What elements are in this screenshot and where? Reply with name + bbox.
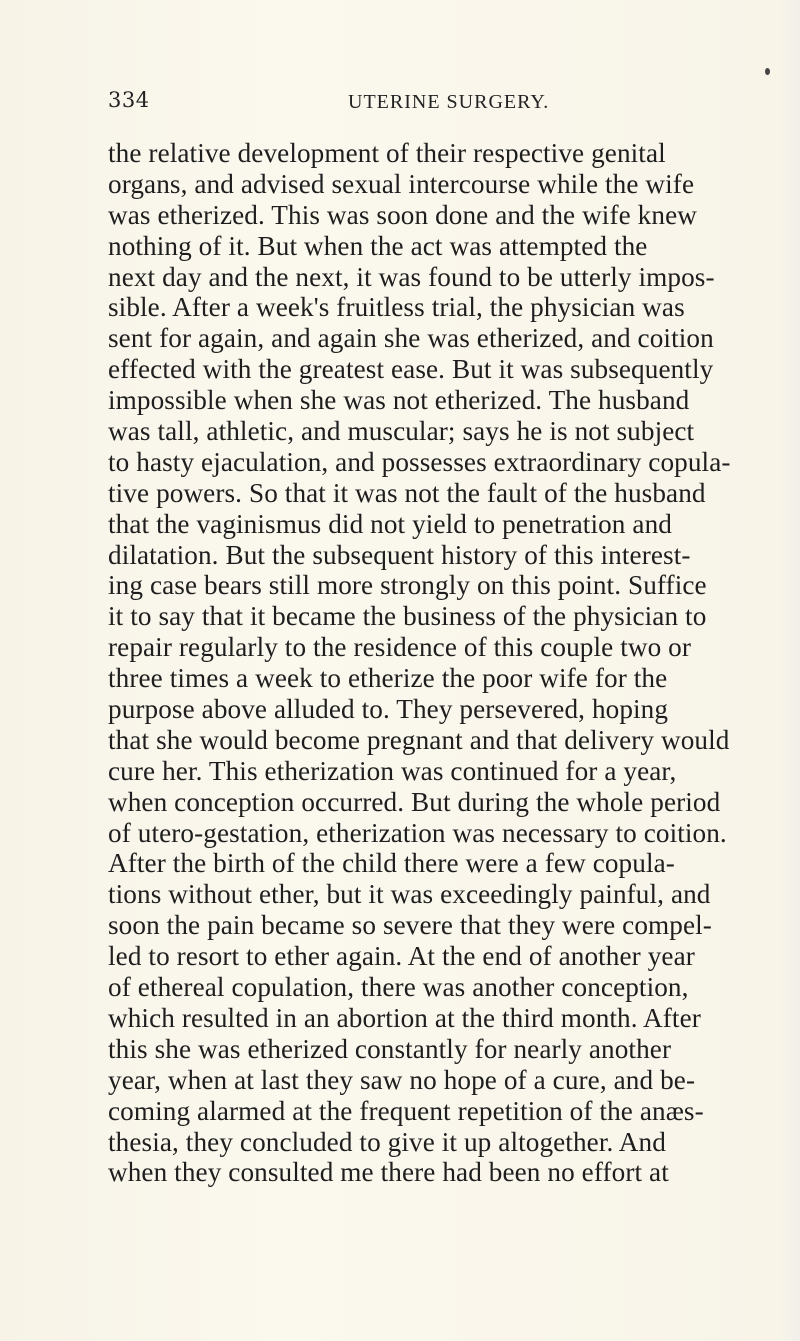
- text-line: that she would become pregnant and that delivery would: [108, 724, 730, 755]
- text-line: purpose above alluded to. They persevered, hoping: [108, 694, 669, 725]
- text-line: sible. After a week's fruitless trial, the physician was: [108, 292, 685, 323]
- text-line: dilatation. But the subsequent history of this interest-: [108, 539, 691, 570]
- text-line: tive powers. So that it was not the fault of the husband: [108, 477, 706, 508]
- text-line: effected with the greatest ease. But it was subsequently: [108, 354, 714, 385]
- text-line: was etherized. This was soon done and the wife knew: [108, 199, 697, 230]
- text-line: of ethereal copulation, there was another conception,: [108, 972, 689, 1003]
- text-line: that the vaginismus did not yield to penetration and: [108, 508, 672, 539]
- text-line: when conception occurred. But during the whole period: [108, 786, 721, 817]
- text-line: tions without ether, but it was exceedingly painful, and: [108, 879, 711, 910]
- text-line: cure her. This etherization was continued for a year,: [108, 755, 677, 786]
- text-line: thesia, they concluded to give it up altogether. And: [108, 1126, 666, 1157]
- text-line: when they consulted me there had been no effort at: [108, 1157, 669, 1188]
- text-line: which resulted in an abortion at the third month. After: [108, 1002, 701, 1033]
- text-line: this she was etherized constantly for nearly another: [108, 1033, 672, 1064]
- text-line: next day and the next, it was found to be utterly impos-: [108, 261, 715, 292]
- text-line: nothing of it. But when the act was attempted the: [108, 230, 648, 261]
- text-line: of utero-gestation, etherization was necessary to coition.: [108, 817, 727, 848]
- page-header: [108, 88, 728, 118]
- text-line: soon the pain became so severe that they were compel-: [108, 910, 712, 941]
- text-line: organs, and advised sexual intercourse while the wife: [108, 168, 695, 199]
- ink-mark: [765, 68, 770, 75]
- text-line: three times a week to etherize the poor wife for the: [108, 663, 668, 694]
- body-text: [108, 138, 798, 1188]
- text-line: year, when at last they saw no hope of a cure, and be-: [108, 1064, 696, 1095]
- text-line: led to resort to ether again. At the end of another year: [108, 941, 695, 972]
- text-line: the relative development of their respective genital: [108, 138, 666, 168]
- text-line: to hasty ejaculation, and possesses extraordinary copula-: [108, 446, 731, 477]
- running-head: UTERINE SURGERY.: [348, 91, 550, 113]
- text-line: repair regularly to the residence of this couple two or: [108, 632, 692, 663]
- text-line: ing case bears still more strongly on this point. Suffice: [108, 570, 707, 601]
- text-line: was tall, athletic, and muscular; says he is not subject: [108, 416, 695, 447]
- text-line: sent for again, and again she was etherized, and coition: [108, 323, 714, 354]
- text-line: coming alarmed at the frequent repetition of the anæs-: [108, 1095, 704, 1126]
- text-line: it to say that it became the business of the physician to: [108, 601, 707, 632]
- page-number: 334: [108, 88, 150, 112]
- text-line: impossible when she was not etherized. The husband: [108, 385, 690, 416]
- text-line: After the birth of the child there were a few copula-: [108, 848, 675, 879]
